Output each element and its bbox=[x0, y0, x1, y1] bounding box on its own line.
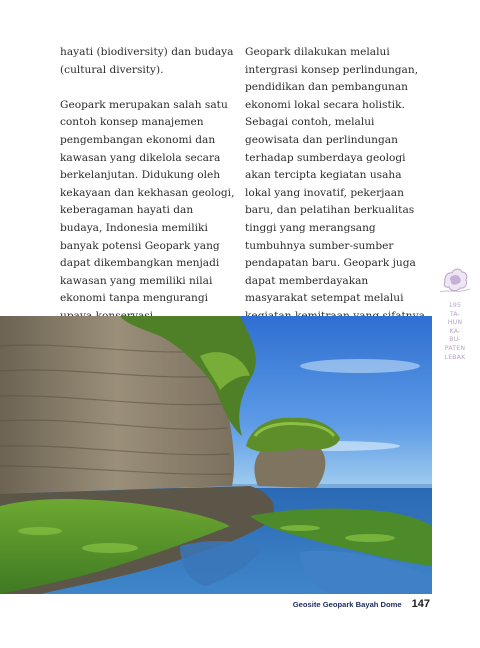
side-label-line: BU- bbox=[449, 336, 461, 344]
side-label-line: 195 bbox=[448, 302, 462, 309]
right-paragraph-1: Geopark dilakukan melalui intergrasi konsep perlindungan, pendidikan dan pembangunan ekonomi lokal secara holistik. Sebagai contoh, melalui geowisata dan perlindungan terhadap sumberdaya geologi akan tercipta kegiatan usaha lokal yang inovatif, pekerjaan baru, dan pelatihan berkualitas tinggi yang merangsang tumbuhnya sumber-sumber pendapatan baru. Geopark juga dapat memberdayakan masyarakat setempat melalui bbox=[245, 46, 419, 305]
left-text-column bbox=[60, 44, 238, 361]
page-footer bbox=[293, 598, 430, 614]
right-text-column bbox=[245, 44, 425, 361]
side-label-line: HUN bbox=[447, 319, 463, 327]
regency-map-icon bbox=[438, 262, 472, 296]
side-label-line: TA- bbox=[449, 310, 461, 318]
page-number: 147 bbox=[411, 598, 430, 610]
anniversary-side-label bbox=[440, 302, 470, 362]
footer-caption: Geosite Geopark Bayah Dome bbox=[292, 600, 402, 609]
side-label-line: PATEN bbox=[444, 344, 466, 352]
side-label-line: LEBAK bbox=[444, 353, 466, 361]
left-paragraph-2: Geopark merupakan salah satu contoh konsep manajemen pengembangan ekonomi dan kawasan yang dikelola secara berkelanjutan. Didukung oleh kekayaan dan kekhasan geologi, keberagaman hayati dan budaya, Indonesia memiliki banyak potensi Geopark yang dapat dikembangkan menjadi kawasan yang memiliki nilai ekonomi tanpa mengurangi bbox=[60, 98, 235, 305]
coastal-cliff-photo bbox=[0, 316, 432, 594]
left-paragraph-1: hayati (biodiversity) dan budaya (cultural diversity). bbox=[60, 46, 234, 76]
side-label-line: KA- bbox=[449, 327, 461, 335]
